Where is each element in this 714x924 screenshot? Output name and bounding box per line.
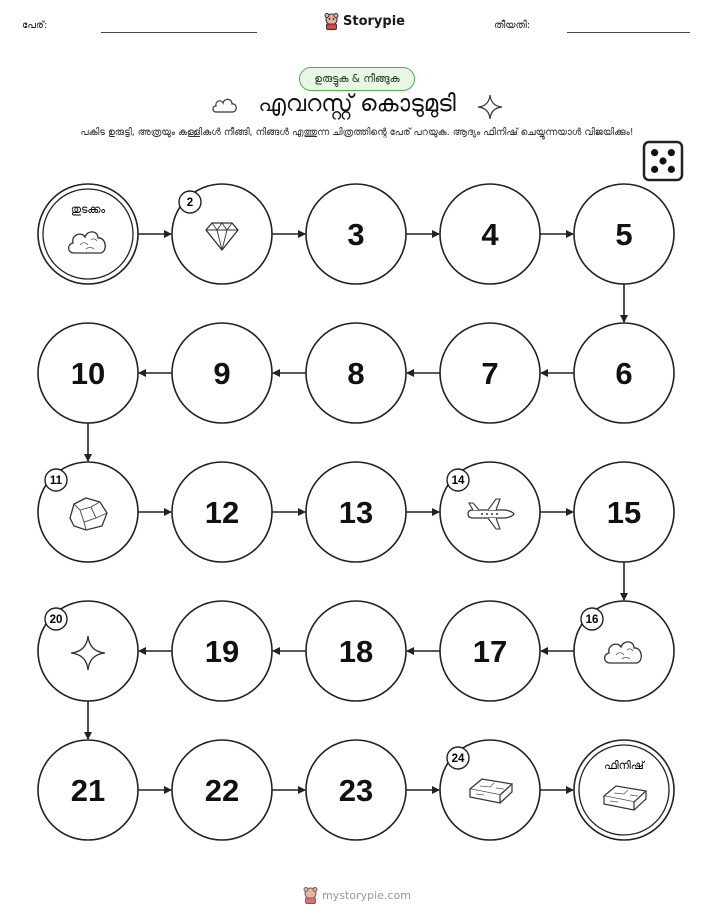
space-number: 3: [347, 217, 365, 252]
page-title: എവറസ്റ്റ് കൊടുമുടി: [258, 91, 456, 117]
board-space-18: [306, 601, 406, 701]
board-space-7: [440, 323, 540, 423]
board-space-14: [440, 462, 540, 562]
start-label: തുടക്കം: [70, 203, 106, 216]
space-badge-number: 20: [49, 614, 63, 626]
board-space-15: [574, 462, 674, 562]
board-space-12: [172, 462, 272, 562]
board-space-1: [38, 184, 138, 284]
space-number: 8: [347, 356, 365, 391]
space-number: 17: [472, 634, 508, 669]
board-space-25: [574, 740, 674, 840]
board-space-16: [574, 601, 674, 701]
activity-tag: ഉരുട്ടുക & നീങ്ങുക: [299, 67, 415, 91]
space-number: 18: [338, 634, 374, 669]
space-badge-number: 24: [451, 753, 465, 765]
board-space-3: [306, 184, 406, 284]
board-spaces: [38, 184, 674, 840]
board-space-9: [172, 323, 272, 423]
dice-icon[interactable]: [644, 142, 682, 180]
space-number: 4: [481, 217, 499, 252]
board-space-19: [172, 601, 272, 701]
board-space-5: [574, 184, 674, 284]
space-number: 15: [606, 495, 642, 530]
brand-name: Storypie: [343, 14, 405, 29]
board-space-11: [38, 462, 138, 562]
instructions-text: പകിട ഉരുട്ടി, അത്രയും കള്ളികൾ നീങ്ങി, നിങ്ങൾ എത്തുന്ന ചിത്രത്തിന്റെ പേര് പറയുക. ആദ്യം ഫിനിഷ് ചെയ്യുന്നയാൾ വിജയിക്കും!: [80, 127, 634, 138]
space-number: 23: [338, 773, 374, 808]
space-number: 21: [70, 773, 106, 808]
space-number: 7: [481, 356, 499, 391]
space-number: 19: [204, 634, 240, 669]
dice-pip: [668, 149, 675, 156]
board-space-17: [440, 601, 540, 701]
board-space-23: [306, 740, 406, 840]
board-space-2: [172, 184, 272, 284]
space-number: 6: [615, 356, 633, 391]
storypie-mascot-icon: [303, 887, 318, 904]
space-badge-number: 16: [585, 614, 599, 626]
board-space-6: [574, 323, 674, 423]
board-space-21: [38, 740, 138, 840]
board-space-22: [172, 740, 272, 840]
space-badge-number: 11: [49, 475, 63, 487]
space-number: 12: [204, 495, 240, 530]
footer-brand: [0, 887, 714, 904]
space-number: 5: [615, 217, 633, 252]
name-label: പേര്:: [22, 20, 48, 31]
board-space-10: [38, 323, 138, 423]
space-number: 13: [338, 495, 374, 530]
board-space-4: [440, 184, 540, 284]
space-number: 10: [70, 356, 106, 391]
finish-label: ഫിനിഷ്: [604, 759, 644, 772]
space-badge-number: 2: [186, 197, 194, 209]
footer-site: mystorypie.com: [322, 889, 411, 902]
board-space-8: [306, 323, 406, 423]
board-space-24: [440, 740, 540, 840]
board-space-13: [306, 462, 406, 562]
dice-pip: [651, 166, 658, 173]
dice-pip: [651, 149, 658, 156]
space-number: 22: [204, 773, 240, 808]
board-space-20: [38, 601, 138, 701]
space-number: 9: [213, 356, 231, 391]
space-badge-number: 14: [451, 475, 465, 487]
dice-pip: [668, 166, 675, 173]
date-label: തീയതി:: [494, 20, 531, 31]
dice-pip: [659, 157, 666, 164]
